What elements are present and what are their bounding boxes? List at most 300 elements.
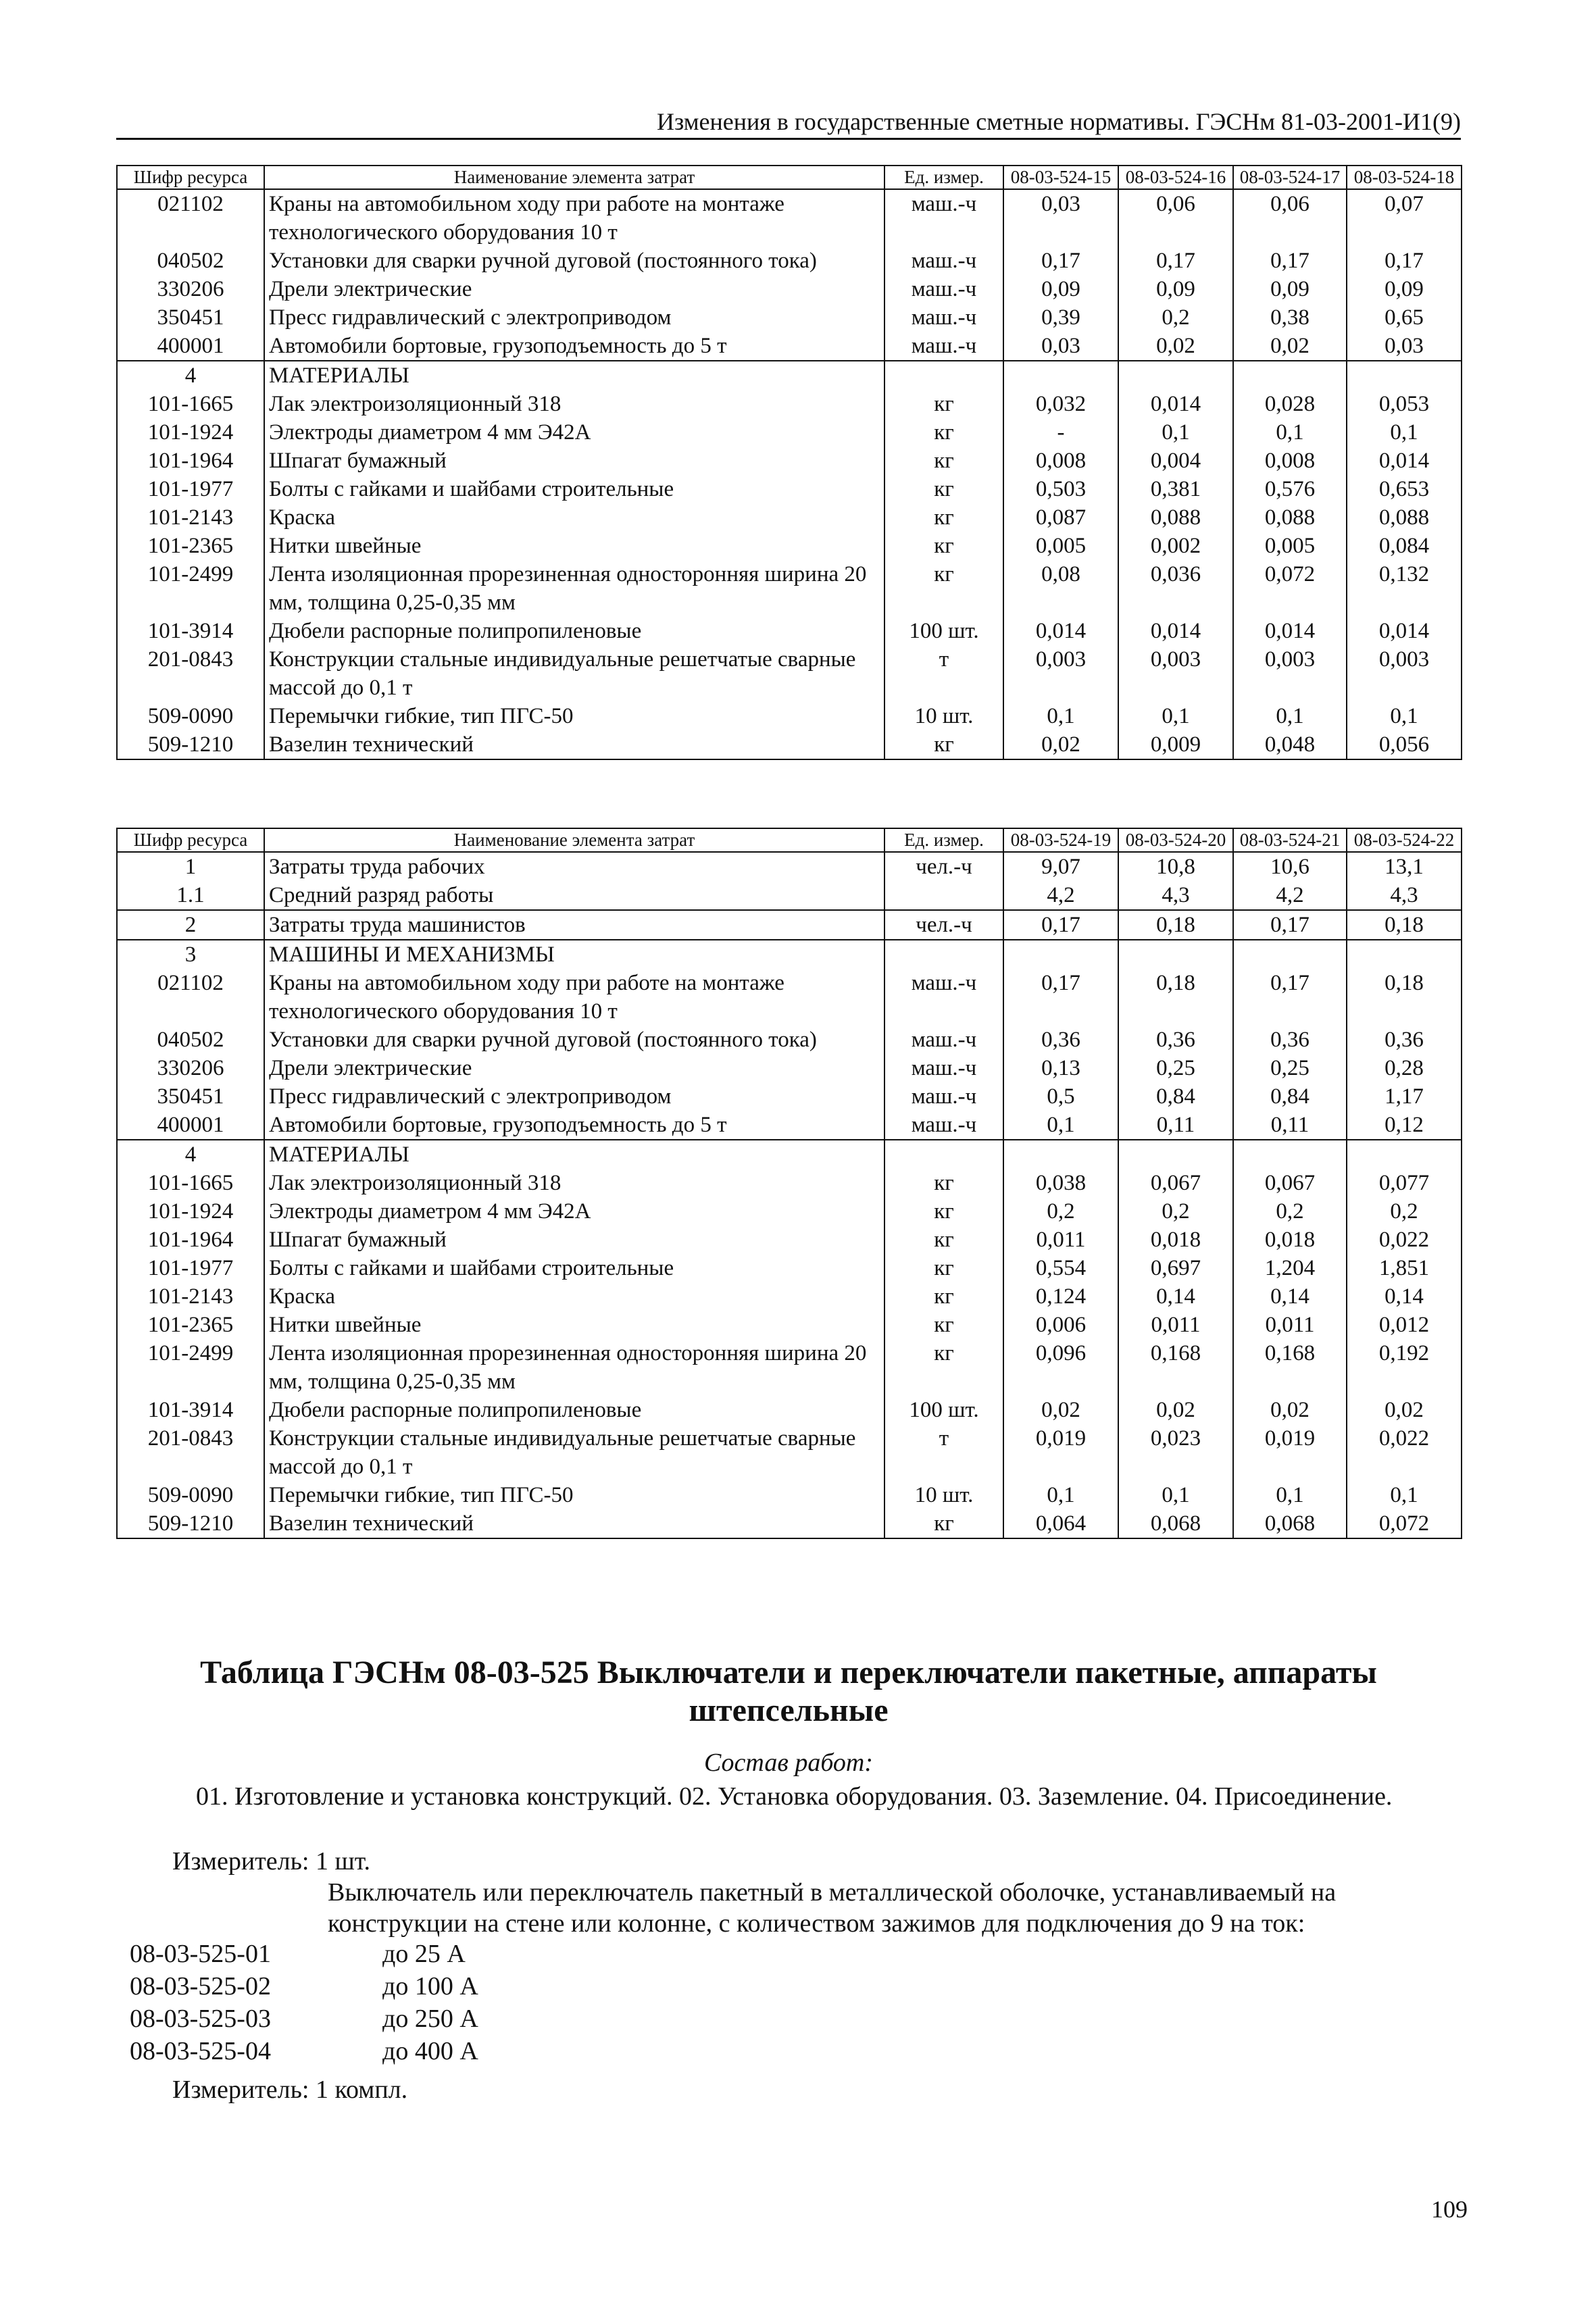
resource-code-cell: 330206	[117, 275, 264, 303]
norm-variant-text: до 100 А	[382, 1972, 478, 2001]
equipment-description: Выключатель или переключатель пакетный в металлической оболочке, устанавливаемый на конструкции на стене или колонне, с количеством зажимов для подключения до 9 на ток:	[328, 1878, 1337, 1938]
unit-cell: кг	[884, 447, 1003, 475]
table-row	[117, 852, 1462, 881]
norm-value-cell: 0,018	[1233, 1226, 1347, 1254]
norm-value-cell: 9,07	[1003, 852, 1118, 881]
unit-cell: маш.-ч	[884, 1111, 1003, 1140]
norm-value-cell: 1,17	[1347, 1082, 1462, 1111]
column-header-norm: 08-03-524-15	[1003, 166, 1118, 189]
table-row	[117, 1026, 1462, 1054]
norm-value-cell: 0,1	[1118, 702, 1233, 730]
norm-value-cell: 0,096	[1003, 1339, 1118, 1396]
table-row	[117, 730, 1462, 759]
resource-name-cell: Дюбели распорные полипропиленовые	[264, 617, 884, 645]
norm-value-cell: 0,84	[1233, 1082, 1347, 1111]
norm-value-cell: 0,064	[1003, 1509, 1118, 1538]
resource-code-cell: 201-0843	[117, 1424, 264, 1481]
unit-cell	[884, 361, 1003, 390]
norm-value-cell: 0,048	[1233, 730, 1347, 759]
norm-value-cell: 0,11	[1233, 1111, 1347, 1140]
unit-cell: кг	[884, 1282, 1003, 1311]
norm-value-cell: 0,011	[1233, 1311, 1347, 1339]
norm-value-cell: 0,2	[1118, 1197, 1233, 1226]
norm-value-cell: 0,067	[1233, 1169, 1347, 1197]
resource-name-cell: МАТЕРИАЛЫ	[264, 361, 884, 390]
unit-cell: кг	[884, 1339, 1003, 1396]
resource-name-cell: МАТЕРИАЛЫ	[264, 1140, 884, 1169]
table-row	[117, 447, 1462, 475]
norm-value-cell: 0,014	[1347, 617, 1462, 645]
norm-value-cell: 0,06	[1118, 189, 1233, 247]
resource-code-cell: 350451	[117, 303, 264, 332]
norm-value-cell: 1,204	[1233, 1254, 1347, 1282]
resource-code-cell: 2	[117, 910, 264, 940]
unit-cell: чел.-ч	[884, 910, 1003, 940]
norm-value-cell: 0,65	[1347, 303, 1462, 332]
norm-value-cell: 0,023	[1118, 1424, 1233, 1481]
unit-cell: кг	[884, 1226, 1003, 1254]
resource-code-cell: 400001	[117, 332, 264, 361]
unit-cell: кг	[884, 1169, 1003, 1197]
norm-value-cell: 0,09	[1233, 275, 1347, 303]
resource-code-cell: 509-0090	[117, 702, 264, 730]
norm-value-cell: 0,697	[1118, 1254, 1233, 1282]
resource-name-cell: Пресс гидравлический с электроприводом	[264, 303, 884, 332]
resource-name-cell: Конструкции стальные индивидуальные решетчатые сварные массой до 0,1 т	[264, 1424, 884, 1481]
resource-name-cell: Перемычки гибкие, тип ПГС-50	[264, 1481, 884, 1509]
table-body	[117, 852, 1462, 1538]
table-row	[117, 881, 1462, 910]
unit-cell: маш.-ч	[884, 1082, 1003, 1111]
resource-code-cell: 101-2365	[117, 532, 264, 560]
norm-value-cell: 4,2	[1003, 881, 1118, 910]
resource-name-cell: Шпагат бумажный	[264, 447, 884, 475]
norm-value-cell: 0,087	[1003, 503, 1118, 532]
resource-name-cell: Вазелин технический	[264, 1509, 884, 1538]
norm-value-cell: 0,008	[1003, 447, 1118, 475]
resource-code-cell: 101-1924	[117, 418, 264, 447]
norm-value-cell: 0,17	[1233, 969, 1347, 1026]
norm-value-cell: 0,1	[1003, 1481, 1118, 1509]
norm-value-cell: 0,17	[1003, 969, 1118, 1026]
norm-variant	[130, 2035, 478, 2067]
norm-value-cell: 0,02	[1233, 332, 1347, 361]
unit-cell: 100 шт.	[884, 617, 1003, 645]
norm-value-cell: 4,2	[1233, 881, 1347, 910]
norm-value-cell: 0,1	[1003, 1111, 1118, 1140]
norm-value-cell: 0,124	[1003, 1282, 1118, 1311]
norm-value-cell: 0,067	[1118, 1169, 1233, 1197]
running-header: Изменения в государственные сметные нормативы. ГЭСНм 81-03-2001-И1(9)	[116, 107, 1461, 140]
norm-value-cell: 0,084	[1347, 532, 1462, 560]
norm-value-cell: 0,077	[1347, 1169, 1462, 1197]
norm-value-cell: 0,381	[1118, 475, 1233, 503]
norm-value-cell: 0,192	[1347, 1339, 1462, 1396]
resource-code-cell: 4	[117, 361, 264, 390]
norm-value-cell: 0,14	[1118, 1282, 1233, 1311]
table-header-row	[117, 828, 1462, 852]
resource-name-cell: Краны на автомобильном ходу при работе на монтаже технологического оборудования 10 т	[264, 189, 884, 247]
norm-variant-text: до 400 А	[382, 2037, 478, 2065]
norm-value-cell: -	[1003, 418, 1118, 447]
norm-value-cell	[1347, 940, 1462, 969]
norm-value-cell	[1347, 361, 1462, 390]
norm-value-cell: 0,02	[1347, 1396, 1462, 1424]
resource-name-cell: Средний разряд работы	[264, 881, 884, 910]
norm-value-cell	[1003, 1140, 1118, 1169]
norm-value-cell: 0,019	[1233, 1424, 1347, 1481]
norm-value-cell: 0,576	[1233, 475, 1347, 503]
table-row	[117, 910, 1462, 940]
norm-value-cell: 0,003	[1003, 645, 1118, 702]
resource-code-cell: 101-2365	[117, 1311, 264, 1339]
table-row	[117, 390, 1462, 418]
resource-code-cell: 101-1665	[117, 1169, 264, 1197]
norm-value-cell: 0,072	[1347, 1509, 1462, 1538]
norm-value-cell: 0,1	[1233, 702, 1347, 730]
norm-value-cell: 0,005	[1233, 532, 1347, 560]
norm-variant-code: 08-03-525-02	[130, 1972, 271, 2001]
norm-variant-text: до 250 А	[382, 2005, 478, 2033]
norm-variant-code: 08-03-525-04	[130, 2037, 271, 2065]
norm-value-cell: 0,02	[1118, 332, 1233, 361]
unit-cell: маш.-ч	[884, 332, 1003, 361]
norm-value-cell: 0,068	[1233, 1509, 1347, 1538]
resource-code-cell: 101-1924	[117, 1197, 264, 1226]
resource-name-cell: Шпагат бумажный	[264, 1226, 884, 1254]
norm-variant-code: 08-03-525-01	[130, 1940, 271, 1968]
norm-value-cell: 0,2	[1233, 1197, 1347, 1226]
column-header-norm: 08-03-524-19	[1003, 828, 1118, 852]
norm-value-cell: 0,005	[1003, 532, 1118, 560]
norm-value-cell: 0,06	[1233, 189, 1347, 247]
unit-cell	[884, 940, 1003, 969]
resource-code-cell: 101-1977	[117, 1254, 264, 1282]
table-row	[117, 1082, 1462, 1111]
norm-value-cell: 0,028	[1233, 390, 1347, 418]
norm-value-cell: 0,17	[1003, 247, 1118, 275]
resource-name-cell: МАШИНЫ И МЕХАНИЗМЫ	[264, 940, 884, 969]
measurement-unit: Измеритель: 1 шт.	[172, 1847, 370, 1876]
table-row	[117, 1282, 1462, 1311]
column-header-code: Шифр ресурса	[117, 828, 264, 852]
norm-value-cell: 0,18	[1118, 969, 1233, 1026]
norm-value-cell: 0,09	[1003, 275, 1118, 303]
table-row	[117, 475, 1462, 503]
table-row	[117, 1169, 1462, 1197]
unit-cell: кг	[884, 1197, 1003, 1226]
page-number: 109	[1431, 2196, 1468, 2223]
table-row	[117, 1140, 1462, 1169]
table-row	[117, 418, 1462, 447]
table-row	[117, 361, 1462, 390]
norm-value-cell: 0,1	[1347, 1481, 1462, 1509]
work-composition-text: 01. Изготовление и установка конструкций. 02. Установка оборудования. 03. Заземление. 04. Присоединение.	[196, 1782, 1393, 1811]
norm-value-cell: 0,38	[1233, 303, 1347, 332]
unit-cell: кг	[884, 560, 1003, 617]
norm-value-cell: 0,1	[1118, 418, 1233, 447]
norm-value-cell: 0,03	[1003, 189, 1118, 247]
norm-value-cell: 0,038	[1003, 1169, 1118, 1197]
resource-name-cell: Нитки швейные	[264, 532, 884, 560]
resource-code-cell: 509-0090	[117, 1481, 264, 1509]
norm-value-cell: 0,018	[1118, 1226, 1233, 1254]
table-body	[117, 189, 1462, 759]
resource-table-524-19-22	[116, 828, 1462, 1539]
column-header-name: Наименование элемента затрат	[264, 166, 884, 189]
resource-code-cell: 330206	[117, 1054, 264, 1082]
resource-name-cell: Болты с гайками и шайбами строительные	[264, 475, 884, 503]
resource-name-cell: Краны на автомобильном ходу при работе на монтаже технологического оборудования 10 т	[264, 969, 884, 1026]
table-row	[117, 940, 1462, 969]
unit-cell: кг	[884, 1254, 1003, 1282]
norm-value-cell: 0,168	[1118, 1339, 1233, 1396]
norm-value-cell: 0,003	[1233, 645, 1347, 702]
norm-value-cell: 0,2	[1347, 1197, 1462, 1226]
column-header-norm: 08-03-524-16	[1118, 166, 1233, 189]
norm-value-cell: 0,1	[1118, 1481, 1233, 1509]
norm-value-cell: 0,2	[1118, 303, 1233, 332]
norm-value-cell: 0,132	[1347, 560, 1462, 617]
column-header-unit: Ед. измер.	[884, 828, 1003, 852]
norm-value-cell: 10,8	[1118, 852, 1233, 881]
resource-name-cell: Дрели электрические	[264, 275, 884, 303]
norm-value-cell: 0,18	[1347, 910, 1462, 940]
norm-value-cell: 0,056	[1347, 730, 1462, 759]
norm-value-cell: 0,02	[1233, 1396, 1347, 1424]
norm-value-cell: 0,25	[1118, 1054, 1233, 1082]
resource-name-cell: Болты с гайками и шайбами строительные	[264, 1254, 884, 1282]
norm-value-cell: 0,003	[1118, 645, 1233, 702]
norm-value-cell: 0,14	[1347, 1282, 1462, 1311]
norm-value-cell: 0,022	[1347, 1226, 1462, 1254]
norm-value-cell	[1118, 940, 1233, 969]
resource-name-cell: Автомобили бортовые, грузоподъемность до 5 т	[264, 1111, 884, 1140]
measurement-unit: Измеритель: 1 компл.	[172, 2076, 408, 2104]
unit-cell: 100 шт.	[884, 1396, 1003, 1424]
unit-cell: кг	[884, 390, 1003, 418]
table-row	[117, 1424, 1462, 1481]
norm-value-cell	[1003, 940, 1118, 969]
norm-value-cell: 0,08	[1003, 560, 1118, 617]
norm-value-cell: 0,36	[1118, 1026, 1233, 1054]
resource-name-cell: Установки для сварки ручной дуговой (постоянного тока)	[264, 1026, 884, 1054]
column-header-norm: 08-03-524-17	[1233, 166, 1347, 189]
unit-cell: 10 шт.	[884, 702, 1003, 730]
norm-value-cell: 0,28	[1347, 1054, 1462, 1082]
norm-value-cell: 4,3	[1347, 881, 1462, 910]
norm-value-cell: 1,851	[1347, 1254, 1462, 1282]
norm-value-cell: 0,014	[1347, 447, 1462, 475]
unit-cell: кг	[884, 730, 1003, 759]
unit-cell: т	[884, 1424, 1003, 1481]
norm-value-cell: 0,1	[1233, 418, 1347, 447]
unit-cell: кг	[884, 503, 1003, 532]
norm-value-cell: 0,019	[1003, 1424, 1118, 1481]
norm-value-cell: 0,18	[1347, 969, 1462, 1026]
norm-value-cell: 0,11	[1118, 1111, 1233, 1140]
resource-code-cell: 101-3914	[117, 617, 264, 645]
norm-value-cell: 0,09	[1347, 275, 1462, 303]
resource-code-cell: 101-1964	[117, 1226, 264, 1254]
resource-code-cell: 101-3914	[117, 1396, 264, 1424]
norm-value-cell: 0,011	[1118, 1311, 1233, 1339]
column-header-norm: 08-03-524-18	[1347, 166, 1462, 189]
unit-cell: кг	[884, 418, 1003, 447]
resource-name-cell: Краска	[264, 1282, 884, 1311]
table-row	[117, 1054, 1462, 1082]
unit-cell	[884, 881, 1003, 910]
norm-value-cell: 0,022	[1347, 1424, 1462, 1481]
resource-name-cell: Краска	[264, 503, 884, 532]
norm-value-cell	[1233, 1140, 1347, 1169]
resource-name-cell: Нитки швейные	[264, 1311, 884, 1339]
norm-value-cell	[1233, 361, 1347, 390]
norm-value-cell: 0,17	[1347, 247, 1462, 275]
table-header-row	[117, 166, 1462, 189]
unit-cell: маш.-ч	[884, 969, 1003, 1026]
norm-value-cell: 0,13	[1003, 1054, 1118, 1082]
norm-variant	[130, 1938, 478, 1970]
unit-cell: маш.-ч	[884, 1054, 1003, 1082]
norm-value-cell: 0,088	[1118, 503, 1233, 532]
resource-code-cell: 509-1210	[117, 730, 264, 759]
resource-name-cell: Затраты труда машинистов	[264, 910, 884, 940]
norm-value-cell: 13,1	[1347, 852, 1462, 881]
norm-value-cell: 0,503	[1003, 475, 1118, 503]
norm-value-cell: 0,03	[1347, 332, 1462, 361]
resource-table-524-15-18	[116, 165, 1462, 760]
unit-cell	[884, 1140, 1003, 1169]
norm-variant-code: 08-03-525-03	[130, 2005, 271, 2033]
table-row	[117, 617, 1462, 645]
norm-value-cell: 0,07	[1347, 189, 1462, 247]
norm-value-cell: 0,032	[1003, 390, 1118, 418]
table-row	[117, 702, 1462, 730]
resource-name-cell: Электроды диаметром 4 мм Э42А	[264, 1197, 884, 1226]
norm-value-cell: 0,36	[1003, 1026, 1118, 1054]
norm-value-cell: 0,17	[1233, 910, 1347, 940]
resource-code-cell: 101-2143	[117, 1282, 264, 1311]
unit-cell: маш.-ч	[884, 1026, 1003, 1054]
resource-name-cell: Лента изоляционная прорезиненная односторонняя ширина 20 мм, толщина 0,25-0,35 мм	[264, 560, 884, 617]
norm-value-cell: 0,36	[1233, 1026, 1347, 1054]
resource-code-cell: 040502	[117, 1026, 264, 1054]
column-header-name: Наименование элемента затрат	[264, 828, 884, 852]
norm-value-cell: 0,17	[1003, 910, 1118, 940]
resource-code-cell: 101-1964	[117, 447, 264, 475]
unit-cell: 10 шт.	[884, 1481, 1003, 1509]
work-composition-title: Состав работ:	[703, 1749, 874, 1777]
norm-value-cell	[1118, 361, 1233, 390]
unit-cell: кг	[884, 1311, 1003, 1339]
norm-value-cell: 0,02	[1003, 730, 1118, 759]
table-row	[117, 1111, 1462, 1140]
norm-value-cell: 0,014	[1003, 617, 1118, 645]
norm-variants-list	[130, 1938, 478, 2067]
norm-variant	[130, 2003, 478, 2035]
table-row	[117, 969, 1462, 1026]
resource-name-cell: Затраты труда рабочих	[264, 852, 884, 881]
resource-code-cell: 040502	[117, 247, 264, 275]
norm-value-cell: 0,009	[1118, 730, 1233, 759]
norm-value-cell: 0,008	[1233, 447, 1347, 475]
norm-value-cell: 0,168	[1233, 1339, 1347, 1396]
column-header-norm: 08-03-524-21	[1233, 828, 1347, 852]
table-row	[117, 560, 1462, 617]
norm-value-cell: 0,004	[1118, 447, 1233, 475]
table-row	[117, 1509, 1462, 1538]
table-row	[117, 303, 1462, 332]
resource-name-cell: Дрели электрические	[264, 1054, 884, 1082]
resource-code-cell: 101-2499	[117, 560, 264, 617]
table-row	[117, 645, 1462, 702]
norm-value-cell: 0,09	[1118, 275, 1233, 303]
norm-value-cell: 0,84	[1118, 1082, 1233, 1111]
table-row	[117, 532, 1462, 560]
table-row	[117, 1396, 1462, 1424]
norm-value-cell	[1233, 940, 1347, 969]
table-row	[117, 1254, 1462, 1282]
norm-value-cell: 0,653	[1347, 475, 1462, 503]
unit-cell: чел.-ч	[884, 852, 1003, 881]
norm-variant	[130, 1970, 478, 2003]
resource-name-cell: Вазелин технический	[264, 730, 884, 759]
resource-code-cell: 4	[117, 1140, 264, 1169]
resource-code-cell: 021102	[117, 189, 264, 247]
norm-value-cell: 0,02	[1003, 1396, 1118, 1424]
resource-code-cell: 201-0843	[117, 645, 264, 702]
norm-value-cell: 0,25	[1233, 1054, 1347, 1082]
table-row	[117, 1226, 1462, 1254]
norm-value-cell: 0,17	[1118, 247, 1233, 275]
column-header-unit: Ед. измер.	[884, 166, 1003, 189]
norm-value-cell: 0,39	[1003, 303, 1118, 332]
resource-code-cell: 1.1	[117, 881, 264, 910]
unit-cell: кг	[884, 475, 1003, 503]
column-header-norm: 08-03-524-22	[1347, 828, 1462, 852]
resource-code-cell: 021102	[117, 969, 264, 1026]
column-header-code: Шифр ресурса	[117, 166, 264, 189]
resource-name-cell: Автомобили бортовые, грузоподъемность до 5 т	[264, 332, 884, 361]
resource-name-cell: Лак электроизоляционный 318	[264, 1169, 884, 1197]
norm-value-cell: 0,068	[1118, 1509, 1233, 1538]
norm-value-cell: 0,02	[1118, 1396, 1233, 1424]
norm-value-cell: 0,1	[1233, 1481, 1347, 1509]
norm-value-cell: 0,1	[1347, 418, 1462, 447]
norm-value-cell: 0,003	[1347, 645, 1462, 702]
norm-value-cell: 0,18	[1118, 910, 1233, 940]
norm-variant-text: до 25 А	[382, 1940, 466, 1968]
table-row	[117, 1339, 1462, 1396]
table-row	[117, 503, 1462, 532]
norm-value-cell: 0,011	[1003, 1226, 1118, 1254]
resource-code-cell: 101-2499	[117, 1339, 264, 1396]
norm-value-cell: 0,14	[1233, 1282, 1347, 1311]
section-heading	[116, 1654, 1461, 1730]
norm-value-cell: 0,088	[1233, 503, 1347, 532]
column-header-norm: 08-03-524-20	[1118, 828, 1233, 852]
norm-value-cell: 0,014	[1233, 617, 1347, 645]
norm-value-cell: 0,36	[1347, 1026, 1462, 1054]
resource-name-cell: Установки для сварки ручной дуговой (постоянного тока)	[264, 247, 884, 275]
norm-value-cell: 0,072	[1233, 560, 1347, 617]
norm-value-cell: 0,006	[1003, 1311, 1118, 1339]
norm-value-cell	[1003, 361, 1118, 390]
unit-cell: т	[884, 645, 1003, 702]
resource-name-cell: Дюбели распорные полипропиленовые	[264, 1396, 884, 1424]
norm-value-cell: 0,014	[1118, 390, 1233, 418]
